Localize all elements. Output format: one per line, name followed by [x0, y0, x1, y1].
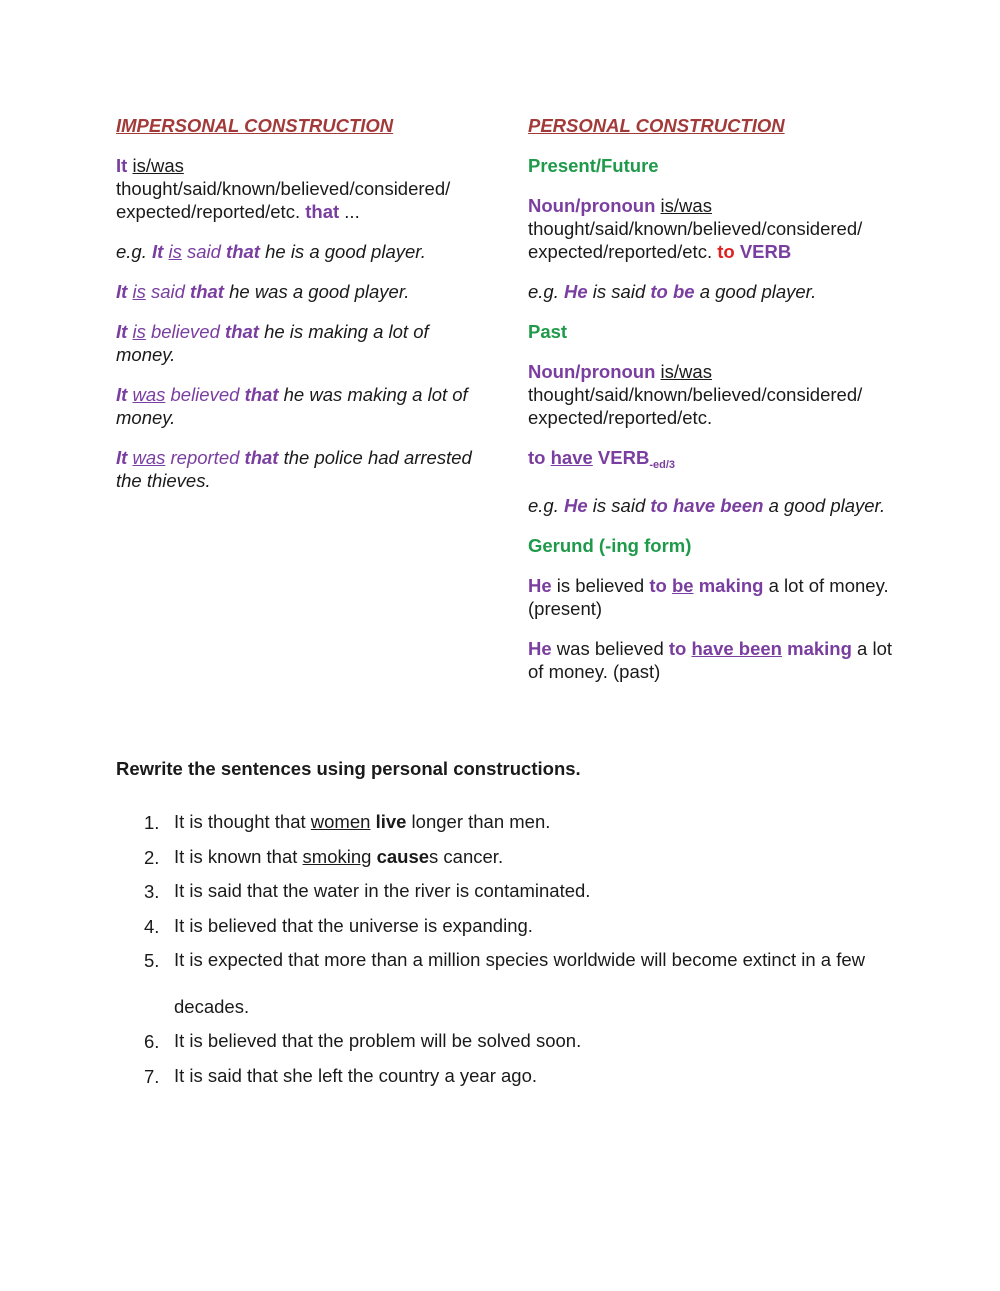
ed3-subscript: -ed/3	[649, 459, 676, 471]
verb-word: VERB	[592, 447, 650, 468]
verb-word: VERB	[734, 241, 792, 262]
exercise-instruction: Rewrite the sentences using personal constructions.	[116, 758, 581, 779]
that-word: that	[244, 384, 279, 405]
exercise-list	[116, 799, 916, 1099]
he-word: He	[528, 638, 552, 659]
item-text-c: longer than men.	[406, 811, 551, 832]
item-text-c: s cancer.	[429, 845, 504, 867]
item-text-a: It is known that	[174, 845, 303, 867]
that-word: that	[244, 447, 279, 468]
past-example	[528, 494, 900, 517]
iswas: is/was	[660, 361, 712, 382]
eg-label: e.g.	[528, 495, 564, 516]
example-mid: is said	[587, 281, 651, 302]
formula-it: It	[116, 155, 128, 176]
item-text: It is said that the water in the river is contaminated.	[174, 880, 591, 901]
it-word: It	[152, 241, 164, 262]
item-text: It is said that she left the country a year ago.	[174, 1064, 538, 1086]
it-word: It	[116, 384, 128, 405]
be-word: be	[671, 575, 694, 596]
gerund-example-1	[528, 574, 900, 620]
impersonal-example-4	[116, 383, 486, 429]
personal-column	[528, 114, 900, 700]
example-rest: a good player.	[694, 281, 817, 302]
aux-verb: was	[132, 384, 166, 405]
formula-that: that	[305, 201, 340, 222]
past-label: Past	[528, 321, 568, 342]
impersonal-example-3	[116, 320, 486, 366]
aux-verb: was	[132, 447, 166, 468]
making-word: making	[693, 575, 764, 596]
item-number: 7.	[144, 1065, 160, 1087]
have-been-word: have been	[691, 638, 782, 659]
example-rest: he was a good player.	[223, 281, 410, 302]
have-word: have	[550, 447, 593, 468]
item-number: 1.	[144, 812, 160, 833]
example-rest: he was making a lot of money.	[116, 384, 468, 428]
that-word: that	[225, 321, 259, 342]
aux-verb: is	[132, 281, 146, 302]
example-rest: he is making a lot of money.	[116, 321, 429, 365]
making-word: making	[782, 638, 852, 659]
verbs-list: thought/said/known/believed/considered/ expected/reported/etc.	[528, 384, 863, 428]
impersonal-example-1	[116, 240, 486, 263]
example-mid: was believed	[551, 638, 669, 659]
example-rest: a lot of money. (present)	[528, 575, 889, 619]
item-number: 2.	[144, 846, 160, 868]
item-number: 3.	[144, 881, 160, 902]
he-word: He	[564, 281, 588, 302]
eg-label: e.g.	[116, 241, 152, 262]
to-word: to	[528, 447, 551, 468]
exercise-section	[116, 757, 916, 1099]
noun-pronoun: Noun/pronoun	[528, 195, 656, 216]
impersonal-example-5	[116, 446, 486, 492]
impersonal-example-2	[116, 280, 486, 303]
to-be: to be	[650, 281, 695, 302]
aux-verb: is	[132, 321, 146, 342]
impersonal-column	[116, 114, 486, 509]
to-have-been: to have been	[650, 495, 764, 516]
formula-iswas: is/was	[132, 155, 184, 176]
present-future-formula	[528, 194, 900, 263]
reporting-verb: believed	[145, 321, 226, 342]
example-mid: is believed	[551, 575, 650, 596]
item-verb: live	[375, 811, 407, 832]
present-future-example	[528, 280, 900, 303]
example-rest: he is a good player.	[259, 241, 426, 262]
reporting-verb: said	[145, 281, 191, 302]
verbs-list: thought/said/known/believed/considered/ expected/reported/etc.	[528, 218, 863, 262]
to-word: to	[717, 241, 735, 262]
iswas: is/was	[660, 195, 712, 216]
list-item	[116, 937, 916, 1030]
eg-label: e.g.	[528, 281, 564, 302]
impersonal-formula	[116, 154, 486, 223]
it-word: It	[116, 281, 128, 302]
noun-pronoun: Noun/pronoun	[528, 361, 656, 382]
that-word: that	[190, 281, 224, 302]
item-text-a: It is thought that	[174, 811, 311, 832]
past-to-have	[528, 446, 900, 477]
example-mid: is said	[587, 495, 651, 516]
reporting-verb: reported	[165, 447, 245, 468]
reporting-verb: said	[181, 241, 227, 262]
formula-dots: ...	[339, 201, 360, 222]
he-word: He	[528, 575, 552, 596]
impersonal-heading: IMPERSONAL CONSTRUCTION	[116, 115, 394, 136]
gerund-example-2	[528, 637, 900, 683]
item-subject: smoking	[302, 845, 372, 867]
to-word: to	[649, 575, 672, 596]
item-text: It is believed that the universe is expanding.	[174, 914, 533, 936]
item-number: 6.	[144, 1031, 160, 1052]
personal-heading: PERSONAL CONSTRUCTION	[528, 115, 785, 136]
list-item	[116, 1053, 916, 1100]
example-rest: the police had arrested the thieves.	[116, 447, 472, 491]
item-text: It is believed that the problem will be solved soon.	[174, 1030, 582, 1051]
item-subject: women	[310, 811, 371, 832]
present-future-label: Present/Future	[528, 155, 659, 176]
gerund-label: Gerund (-ing form)	[528, 535, 692, 556]
example-rest: a lot of money. (past)	[528, 638, 893, 682]
formula-verbs: thought/said/known/believed/considered/ expected/reported/etc.	[116, 178, 451, 222]
it-word: It	[116, 321, 128, 342]
that-word: that	[226, 241, 260, 262]
past-formula	[528, 360, 900, 429]
to-word: to	[668, 638, 692, 659]
item-number: 5.	[144, 950, 160, 971]
item-verb: cause	[376, 845, 430, 867]
reporting-verb: believed	[165, 384, 245, 405]
example-rest: a good player.	[763, 495, 886, 516]
item-number: 4.	[144, 915, 160, 937]
aux-verb: is	[168, 241, 182, 262]
item-text: It is expected that more than a million species worldwide will become extinct in a few decades.	[174, 949, 865, 1017]
he-word: He	[564, 495, 588, 516]
it-word: It	[116, 447, 128, 468]
